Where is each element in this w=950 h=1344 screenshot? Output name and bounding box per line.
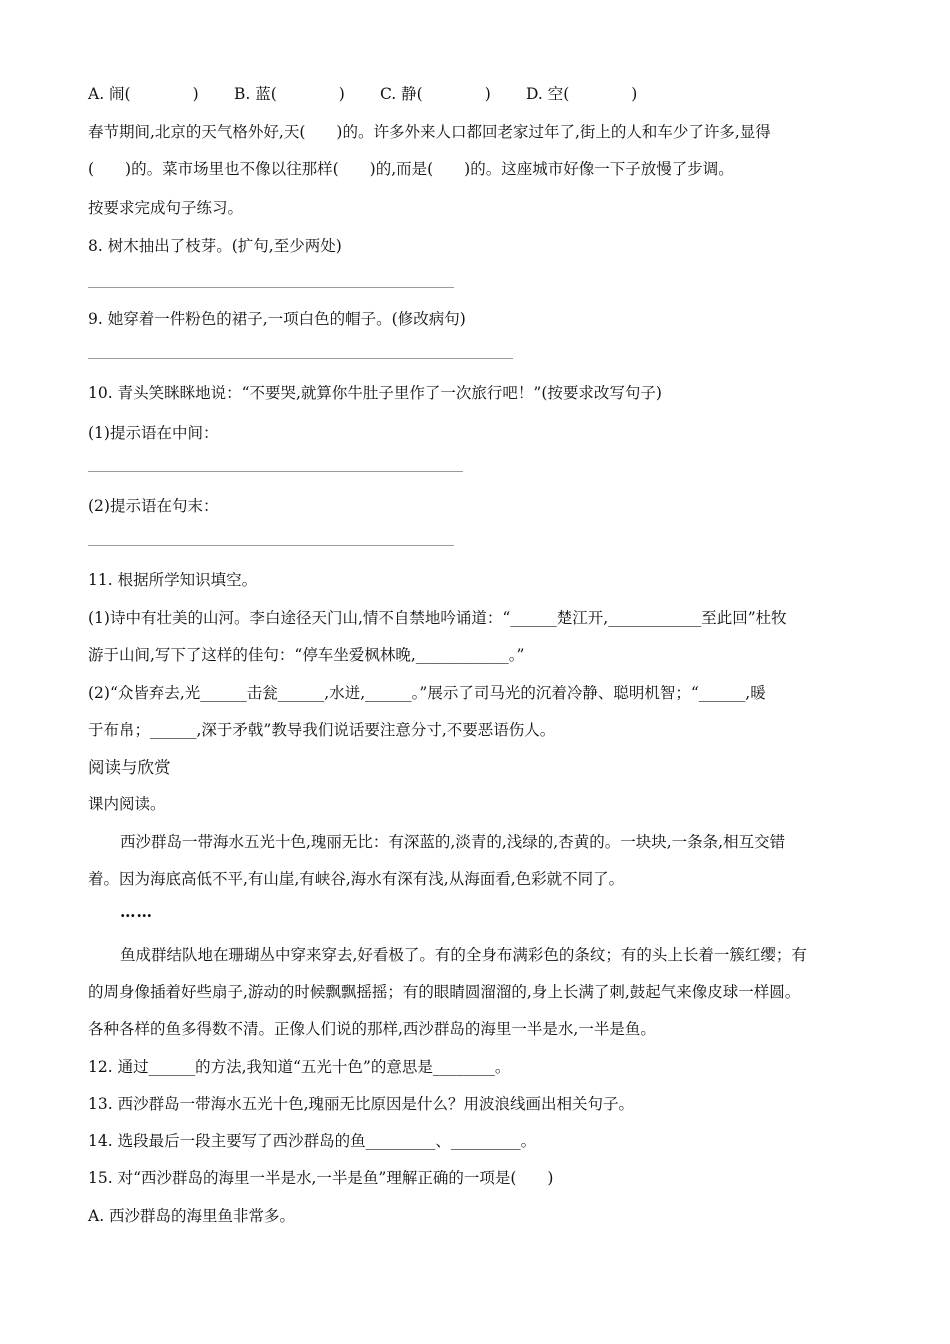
- reading-para-1-line-2: 着。因为海底高低不平,有山崖,有峡谷,海水有深有浅,从海面看,色彩就不同了。: [88, 870, 625, 888]
- question-15-option-a: A. 西沙群岛的海里鱼非常多。: [88, 1207, 296, 1225]
- option-a: A. 闹( ): [88, 85, 199, 103]
- question-14: 14. 选段最后一段主要写了西沙群岛的鱼_________、_________。: [88, 1132, 537, 1150]
- question-15: 15. 对“西沙群岛的海里一半是水,一半是鱼”理解正确的一项是( ): [88, 1169, 554, 1187]
- option-d: D. 空( ): [526, 85, 638, 103]
- question-10-part-2: (2)提示语在句末：: [88, 497, 219, 515]
- answer-line-q10-1[interactable]: [88, 471, 463, 472]
- question-11-part-1-line-2: 游于山间,写下了这样的佳句：“停车坐爱枫林晚,____________。”: [88, 646, 525, 664]
- fill-passage-line-1: 春节期间,北京的天气格外好,天( )的。许多外来人口都回老家过年了,街上的人和车少了许多,显得: [88, 123, 771, 141]
- question-8: 8. 树木抽出了枝芽。(扩句,至少两处): [88, 237, 342, 255]
- question-12: 12. 通过______的方法,我知道“五光十色”的意思是________。: [88, 1058, 511, 1076]
- fill-passage-line-2: ( )的。菜市场里也不像以往那样( )的,而是( )的。这座城市好像一下子放慢了步调。: [88, 160, 734, 178]
- reading-para-2-line-3: 各种各样的鱼多得数不清。正像人们说的那样,西沙群岛的海里一半是水,一半是鱼。: [88, 1020, 656, 1038]
- question-11-part-2-line-1: (2)“众皆弃去,光______击瓮______,水迸,______。”展示了司马光的沉着冷静、聪明机智；“______,暖: [88, 684, 766, 702]
- reading-sub-title: 课内阅读。: [88, 795, 166, 813]
- question-13: 13. 西沙群岛一带海水五光十色,瑰丽无比原因是什么？用波浪线画出相关句子。: [88, 1095, 635, 1113]
- answer-line-q8[interactable]: [88, 287, 454, 288]
- option-c: C. 静( ): [380, 85, 491, 103]
- option-b: B. 蓝( ): [234, 85, 345, 103]
- reading-para-2-line-1: 鱼成群结队地在珊瑚丛中穿来穿去,好看极了。有的全身布满彩色的条纹；有的头上长着一簇红缨；有: [120, 946, 807, 964]
- question-11-title: 11. 根据所学知识填空。: [88, 571, 258, 589]
- options-row: [88, 82, 637, 104]
- question-11-part-1-line-1: (1)诗中有壮美的山河。李白途径天门山,情不自禁地吟诵道：“______楚江开,____________至此回”杜牧: [88, 609, 787, 627]
- question-11-part-2-line-2: 于布帛；______,深于矛戟”教导我们说话要注意分寸,不要恶语伤人。: [88, 721, 556, 739]
- sentence-practice-title: 按要求完成句子练习。: [88, 199, 244, 217]
- answer-line-q10-2[interactable]: [88, 545, 454, 546]
- question-9: 9. 她穿着一件粉色的裙子,一项白色的帽子。(修改病句): [88, 310, 466, 328]
- reading-para-1-line-1: 西沙群岛一带海水五光十色,瑰丽无比：有深蓝的,淡青的,浅绿的,杏黄的。一块块,一条条,相互交错: [120, 833, 786, 851]
- reading-section-title: 阅读与欣赏: [88, 758, 171, 777]
- answer-line-q9[interactable]: [88, 358, 513, 359]
- reading-para-2-line-2: 的周身像插着好些扇子,游动的时候飘飘摇摇；有的眼睛圆溜溜的,身上长满了刺,鼓起气来像皮球一样圆。: [88, 983, 801, 1001]
- question-10-part-1: (1)提示语在中间：: [88, 424, 219, 442]
- reading-ellipsis: ……: [120, 902, 153, 921]
- question-10: 10. 青头笑眯眯地说：“不要哭,就算你牛肚子里作了一次旅行吧！”(按要求改写句子): [88, 384, 662, 402]
